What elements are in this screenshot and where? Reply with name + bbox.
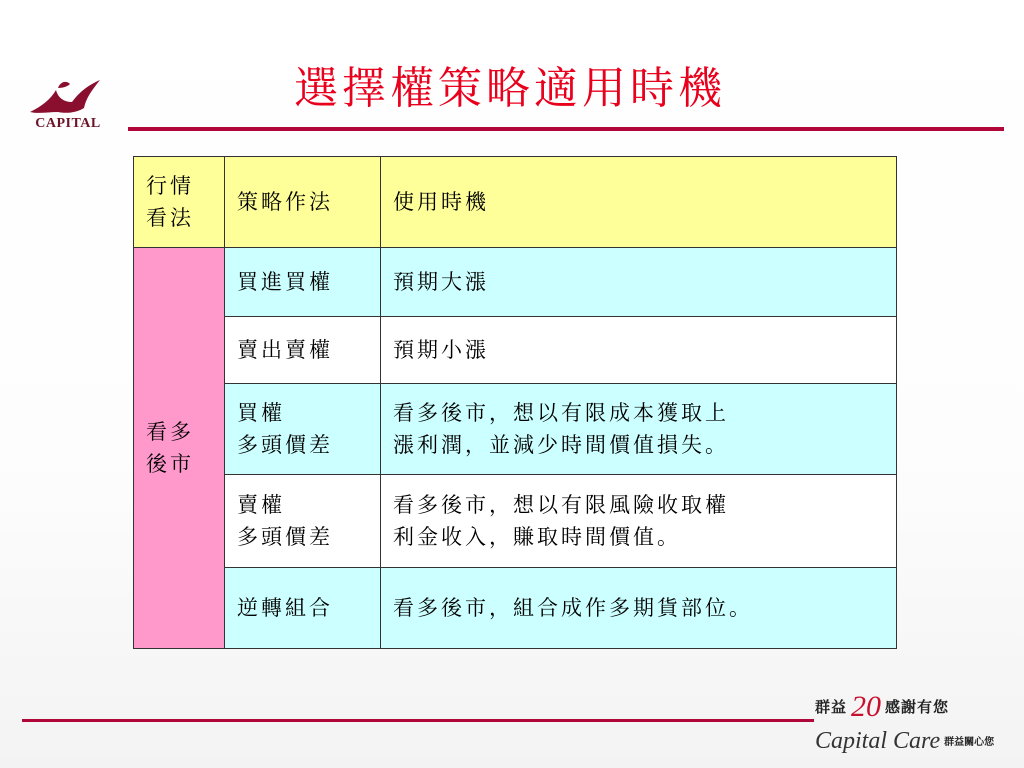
timing-cell xyxy=(381,475,897,568)
trend-label-line2: 後市 xyxy=(146,452,194,476)
table-header-row xyxy=(134,157,897,248)
timing-cell xyxy=(381,317,897,384)
header-trend-line1: 行情 xyxy=(146,174,194,198)
eagle-logo-icon xyxy=(28,76,108,118)
strategy-text-line2: 多頭價差 xyxy=(237,525,333,549)
strategy-cell xyxy=(225,317,381,384)
brand-thanks: 感謝有您 xyxy=(885,698,950,716)
timing-text: 預期大漲 xyxy=(393,270,489,294)
timing-cell xyxy=(381,384,897,475)
bottom-divider xyxy=(22,719,814,722)
header-timing: 使用時機 xyxy=(381,157,897,248)
timing-cell xyxy=(381,248,897,317)
trend-label-line1: 看多 xyxy=(146,420,194,444)
timing-cell xyxy=(381,568,897,649)
table-row xyxy=(134,317,897,384)
header-trend xyxy=(134,157,225,248)
strategy-text-line2: 多頭價差 xyxy=(237,433,333,457)
header-strategy: 策略作法 xyxy=(225,157,381,248)
timing-text-line1: 看多後市，想以有限風險收取權 xyxy=(393,493,729,517)
strategy-text: 買進買權 xyxy=(237,270,333,294)
strategy-text-line1: 買權 xyxy=(237,401,285,425)
strategy-cell xyxy=(225,384,381,475)
table-row xyxy=(134,248,897,317)
strategy-table xyxy=(133,156,897,649)
timing-text-line2: 漲利潤，並減少時間價值損失。 xyxy=(393,433,729,457)
table-row xyxy=(134,384,897,475)
timing-text-line1: 看多後市，想以有限成本獲取上 xyxy=(393,401,729,425)
timing-text: 看多後市，組合成作多期貨部位。 xyxy=(393,596,753,620)
strategy-cell xyxy=(225,475,381,568)
footer-brand xyxy=(815,690,1005,760)
strategy-text-line1: 賣權 xyxy=(237,493,285,517)
strategy-text: 逆轉組合 xyxy=(237,596,333,620)
brand-slogan-en: Capital Care xyxy=(815,728,941,754)
brand-anniversary-number: 20 xyxy=(851,690,882,723)
page-title: 選擇權策略適用時機 xyxy=(294,63,726,114)
brand-slogan-zh: 群益關心您 xyxy=(944,737,995,748)
timing-text: 預期小漲 xyxy=(393,338,489,362)
strategy-text: 賣出賣權 xyxy=(237,338,333,362)
brand-anniversary xyxy=(815,690,949,724)
trend-cell xyxy=(134,248,225,649)
capital-logo xyxy=(18,76,118,134)
timing-text-line2: 利金收入，賺取時間價值。 xyxy=(393,525,681,549)
table-row xyxy=(134,568,897,649)
brand-slogan xyxy=(815,728,994,755)
logo-text: CAPITAL xyxy=(35,116,101,131)
header-trend-line2: 看法 xyxy=(146,206,194,230)
strategy-cell xyxy=(225,248,381,317)
brand-company: 群益 xyxy=(815,698,848,716)
strategy-cell xyxy=(225,568,381,649)
top-divider xyxy=(128,127,1004,131)
table-row xyxy=(134,475,897,568)
